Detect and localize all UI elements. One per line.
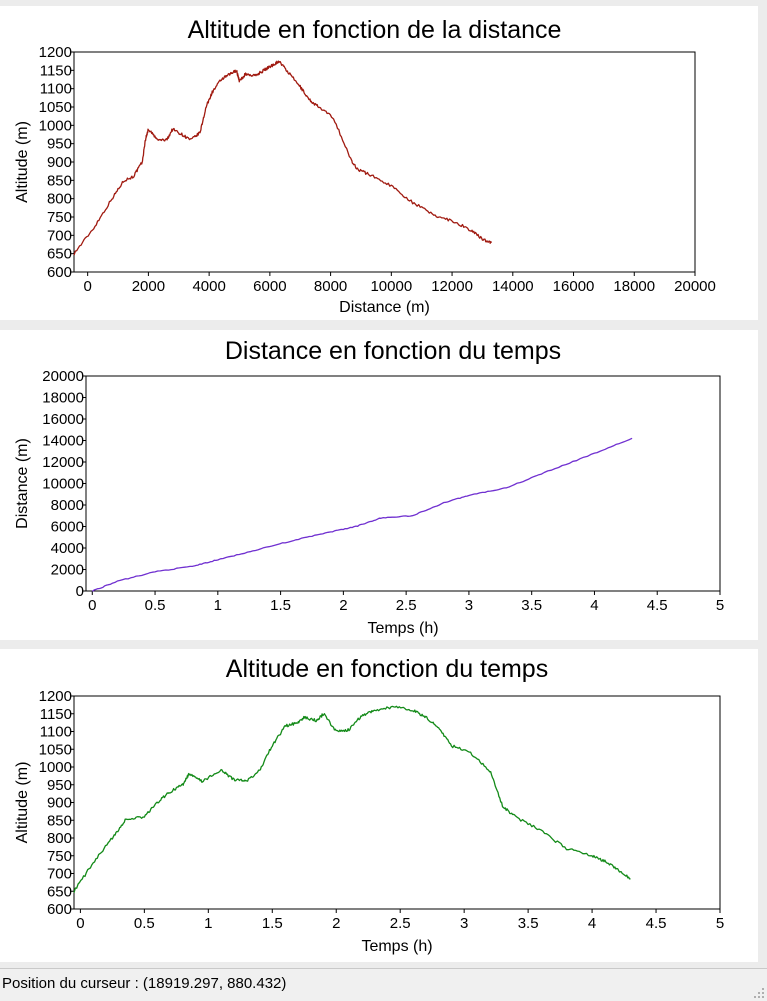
x-tick-label: 8000 — [313, 278, 348, 295]
y-axis-label-distance-time: Distance (m) — [14, 438, 31, 529]
y-tick-label: 800 — [46, 830, 72, 847]
x-tick-label: 4000 — [192, 278, 226, 295]
x-tick-label: 4 — [590, 597, 599, 614]
y-tick-label: 650 — [46, 245, 72, 263]
y-tick-label: 8000 — [50, 497, 84, 514]
y-tick-label: 1050 — [38, 741, 72, 759]
y-tick-label: 750 — [46, 847, 72, 865]
y-tick-label: 950 — [46, 776, 72, 794]
y-tick-label: 950 — [46, 135, 72, 153]
x-tick-label: 2 — [332, 915, 341, 932]
chart-title-altitude-distance: Altitude en fonction de la distance — [187, 16, 562, 44]
y-tick-label: 700 — [46, 865, 72, 883]
x-tick-label: 20000 — [674, 278, 716, 295]
plot-frame-distance-time — [86, 376, 720, 591]
y-tick-label: 6000 — [50, 518, 84, 536]
y-tick-label: 4000 — [50, 540, 84, 557]
x-tick-label: 0 — [83, 278, 92, 295]
x-tick-label: 4.5 — [645, 915, 667, 932]
y-tick-label: 20000 — [42, 368, 84, 385]
resize-grip-icon[interactable] — [753, 987, 765, 999]
x-tick-label: 6000 — [253, 278, 287, 295]
cursor-position-value: (18919.297, 880.432) — [142, 975, 287, 992]
x-tick-label: 5 — [715, 915, 725, 932]
chart-distance-time — [0, 330, 758, 640]
y-tick-label: 2000 — [50, 561, 84, 579]
x-tick-label: 1.5 — [261, 915, 283, 932]
y-tick-label: 1150 — [39, 705, 72, 723]
cursor-position-label: Position du curseur : — [2, 975, 139, 992]
x-axis-label-altitude-time: Temps (h) — [361, 938, 433, 955]
chart-panel-altitude-distance — [0, 6, 758, 320]
plot-frame-altitude-distance — [74, 52, 695, 272]
x-tick-label: 0.5 — [144, 597, 166, 614]
x-tick-label: 3.5 — [517, 915, 539, 932]
x-axis-label-distance-time: Temps (h) — [367, 620, 439, 637]
x-tick-label: 4 — [587, 915, 597, 932]
x-tick-label: 3 — [459, 915, 469, 932]
plot-frame-altitude-time — [74, 696, 720, 909]
x-tick-label: 0.5 — [133, 915, 155, 932]
x-tick-label: 14000 — [491, 278, 534, 295]
x-tick-label: 1 — [204, 915, 213, 932]
y-tick-label: 1100 — [39, 723, 72, 741]
y-tick-label: 10000 — [42, 475, 84, 493]
status-bar — [0, 968, 767, 1001]
y-tick-label: 900 — [46, 794, 72, 812]
y-tick-label: 16000 — [42, 411, 84, 428]
x-tick-label: 0 — [88, 597, 97, 614]
y-tick-label: 1000 — [38, 759, 72, 776]
y-tick-label: 850 — [46, 172, 72, 190]
y-tick-label: 1200 — [38, 44, 72, 61]
x-tick-label: 12000 — [431, 278, 473, 295]
cursor-position-readout — [2, 975, 286, 992]
y-tick-label: 650 — [46, 883, 72, 901]
y-axis-label-altitude-distance: Altitude (m) — [14, 121, 31, 203]
window-top-strip — [0, 0, 767, 5]
x-tick-label: 16000 — [552, 278, 595, 295]
x-axis-label-altitude-distance: Distance (m) — [339, 299, 430, 316]
x-tick-label: 1 — [213, 597, 222, 614]
y-tick-label: 18000 — [42, 389, 84, 407]
x-tick-label: 0 — [76, 915, 85, 932]
y-tick-label: 850 — [46, 812, 72, 830]
y-axis-label-altitude-time: Altitude (m) — [14, 761, 31, 844]
x-tick-label: 10000 — [370, 278, 413, 295]
x-tick-label: 4.5 — [646, 597, 668, 614]
x-tick-label: 2.5 — [389, 915, 411, 932]
x-tick-label: 2.5 — [395, 597, 417, 614]
x-tick-label: 3.5 — [521, 597, 543, 614]
y-tick-label: 1200 — [38, 688, 72, 705]
y-tick-label: 1150 — [39, 62, 72, 80]
y-tick-label: 1100 — [39, 80, 72, 98]
x-tick-label: 2000 — [131, 278, 166, 295]
x-tick-label: 18000 — [613, 278, 656, 295]
y-tick-label: 12000 — [42, 454, 84, 471]
y-tick-label: 800 — [46, 190, 72, 208]
chart-title-distance-time: Distance en fonction du temps — [224, 337, 562, 365]
y-tick-label: 700 — [46, 227, 72, 245]
y-tick-label: 750 — [46, 209, 72, 226]
chart-panel-altitude-time — [0, 649, 758, 962]
chart-panel-distance-time — [0, 330, 758, 640]
y-tick-label: 1000 — [38, 117, 72, 135]
y-tick-label: 600 — [46, 901, 72, 918]
x-tick-label: 2 — [339, 597, 348, 614]
chart-altitude-time — [0, 649, 758, 962]
chart-altitude-distance — [0, 6, 758, 320]
y-tick-label: 0 — [75, 583, 84, 600]
y-tick-label: 1050 — [38, 99, 72, 116]
y-tick-label: 900 — [46, 154, 72, 171]
x-tick-label: 5 — [715, 597, 725, 614]
x-tick-label: 3 — [464, 597, 474, 614]
chart-title-altitude-time: Altitude en fonction du temps — [225, 655, 549, 683]
y-tick-label: 600 — [46, 264, 72, 281]
x-tick-label: 1.5 — [270, 597, 292, 614]
y-tick-label: 14000 — [42, 432, 84, 450]
